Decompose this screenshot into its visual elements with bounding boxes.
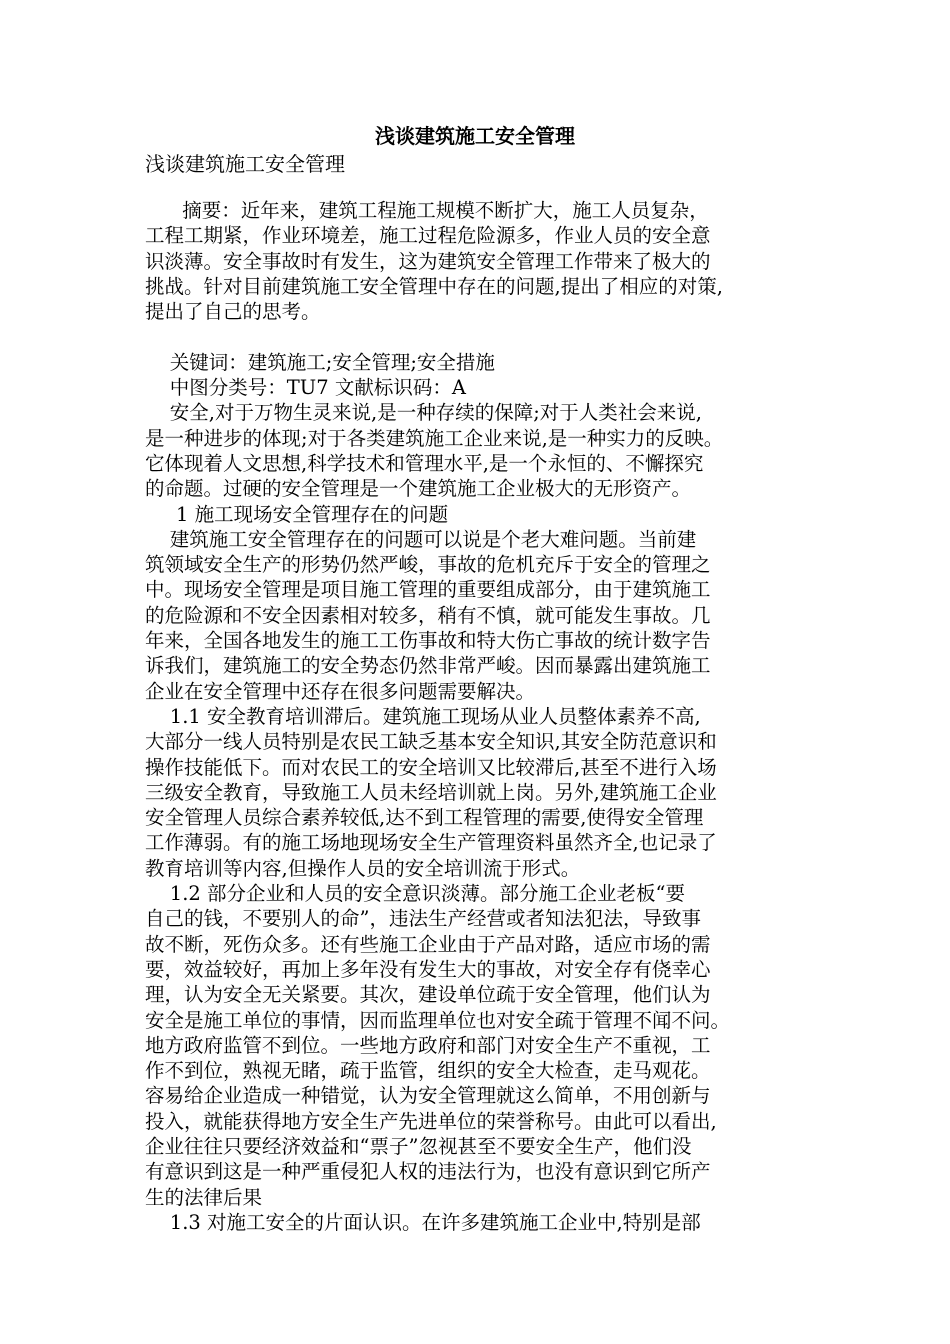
- text-line: 安全是施工单位的事情，因而监理单位也对安全疏于管理不闻不问。: [145, 1008, 731, 1032]
- text-line: 工程工期紧，作业环境差，施工过程危险源多，作业人员的安全意: [145, 224, 711, 248]
- text-line: 中。现场安全管理是项目施工管理的重要组成部分，由于建筑施工: [145, 578, 711, 602]
- text-line: 容易给企业造成一种错觉，认为安全管理就这么简单，不用创新与: [145, 1084, 711, 1108]
- text-line: 1.3 对施工安全的片面认识。在许多建筑施工企业中,特别是部: [145, 1210, 701, 1234]
- text-line: 摘要：近年来，建筑工程施工规模不断扩大，施工人员复杂，: [145, 199, 709, 222]
- text-line: 大部分一线人员特别是农民工缺乏基本安全知识,其安全防范意识和: [145, 730, 717, 754]
- text-line: 三级安全教育，导致施工人员未经培训就上岗。另外,建筑施工企业: [145, 780, 717, 804]
- text-line: 挑战。针对目前建筑施工安全管理中存在的问题,提出了相应的对策,: [145, 274, 723, 298]
- text-line: 企业往往只要经济效益和“票子”忽视甚至不要安全生产，他们没: [145, 1134, 692, 1158]
- text-line: 要，效益较好，再加上多年没有发生大的事故，对安全存有侥幸心: [145, 957, 711, 981]
- text-line: 地方政府监管不到位。一些地方政府和部门对安全生产不重视，工: [145, 1033, 711, 1057]
- text-line: 年来，全国各地发生的施工工伤事故和特大伤亡事故的统计数字告: [145, 629, 711, 653]
- text-line: 作不到位，熟视无睹，疏于监管，组织的安全大检查，走马观花。: [145, 1059, 711, 1083]
- text-line: 生的法律后果: [145, 1185, 263, 1209]
- text-line: 1.2 部分企业和人员的安全意识淡薄。部分施工企业老板“要: [145, 882, 685, 906]
- text-line: 自己的钱，不要别人的命”，违法生产经营或者知法犯法，导致事: [145, 907, 701, 931]
- text-line: 操作技能低下。而对农民工的安全培训又比较滞后,甚至不进行入场: [145, 755, 717, 779]
- text-line: 中图分类号：TU7 文献标识码：A: [145, 376, 466, 400]
- text-line: 识淡薄。安全事故时有发生，这为建筑安全管理工作带来了极大的: [145, 249, 711, 273]
- text-line: 1.1 安全教育培训滞后。建筑施工现场从业人员整体素养不高,: [145, 704, 701, 728]
- text-line: 提出了自己的思考。: [145, 300, 321, 324]
- text-line: 投入，就能获得地方安全生产先进单位的荣誉称号。由此可以看出,: [145, 1109, 717, 1133]
- text-line: 关键词：建筑施工;安全管理;安全措施: [145, 350, 495, 374]
- text-line: 筑领域安全生产的形势仍然严峻，事故的危机充斥于安全的管理之: [145, 553, 711, 577]
- document-body: [145, 198, 815, 1235]
- blank-line: [145, 324, 815, 349]
- text-line: 故不断，死伤众多。还有些施工企业由于产品对路，适应市场的需: [145, 932, 711, 956]
- document-title: 浅谈建筑施工安全管理: [375, 124, 575, 148]
- text-line: 它体现着人文思想,科学技术和管理水平,是一个永恒的、不懈探究: [145, 451, 704, 475]
- text-line: 的命题。过硬的安全管理是一个建筑施工企业极大的无形资产。: [145, 477, 692, 501]
- text-line: 理，认为安全无关紧要。其次，建设单位疏于安全管理，他们认为: [145, 983, 711, 1007]
- text-line: 安全管理人员综合素养较低,达不到工程管理的需要,使得安全管理: [145, 806, 704, 830]
- text-line: 的危险源和不安全因素相对较多，稍有不慎，就可能发生事故。几: [145, 603, 711, 627]
- text-line: 有意识到这是一种严重侵犯人权的违法行为，也没有意识到它所产: [145, 1160, 711, 1184]
- document-subtitle: 浅谈建筑施工安全管理: [145, 152, 345, 176]
- text-line: 安全,对于万物生灵来说,是一种存续的保障;对于人类社会来说,: [145, 401, 702, 425]
- text-line: 教育培训等内容,但操作人员的安全培训流于形式。: [145, 856, 581, 880]
- text-line: 是一种进步的体现;对于各类建筑施工企业来说,是一种实力的反映。: [145, 426, 724, 450]
- text-line: 企业在安全管理中还存在很多问题需要解决。: [145, 679, 536, 703]
- text-line: 1 施工现场安全管理存在的问题: [145, 502, 449, 526]
- text-line: 建筑施工安全管理存在的问题可以说是个老大难问题。当前建: [145, 527, 697, 551]
- text-line: 工作薄弱。有的施工场地现场安全生产管理资料虽然齐全,也记录了: [145, 831, 717, 855]
- text-line: 诉我们，建筑施工的安全势态仍然非常严峻。因而暴露出建筑施工: [145, 654, 711, 678]
